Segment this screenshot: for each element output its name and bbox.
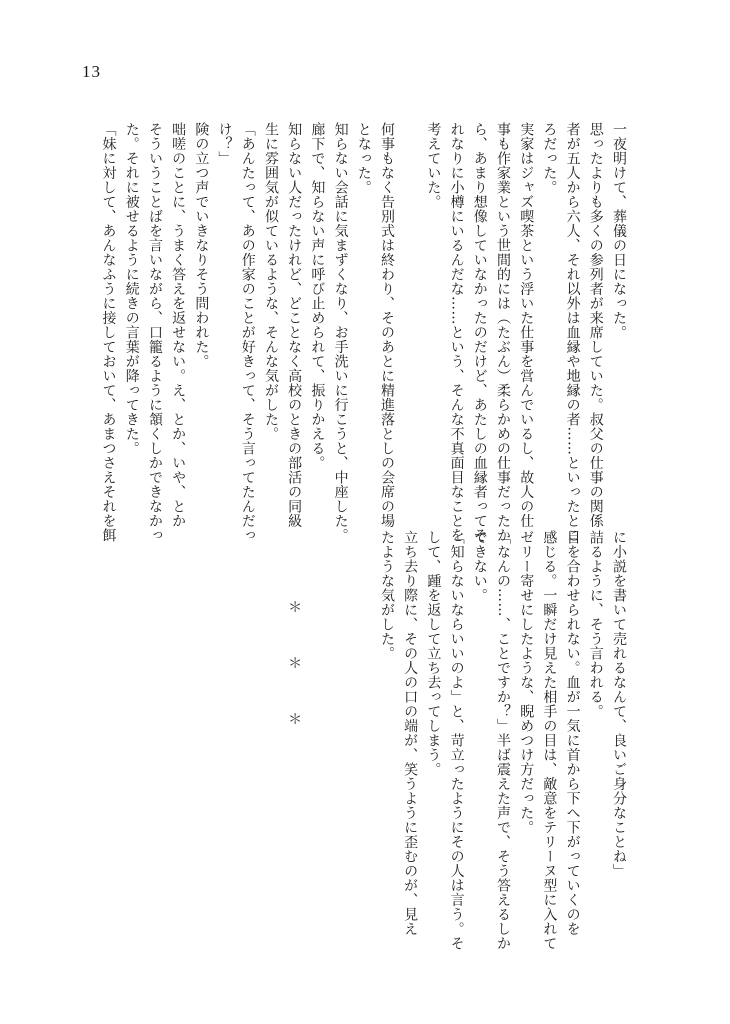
upper-text-block — [96, 122, 630, 543]
text-line: して、踵を返して立ち去ってしまう。 — [425, 530, 442, 777]
text-line: 「妹に対して、あんなふうに接しておいて、あまつさえそれを餌 — [100, 122, 117, 543]
text-line: 「知らないならいいのよ」と、苛立ったようにその人は言う。そ — [448, 530, 465, 951]
text-line: 立ち去り際に、その人の口の端が、笑うように歪むのが、見え — [402, 530, 419, 936]
blank-line — [398, 122, 421, 522]
page-number: 13 — [82, 62, 101, 81]
text-line: 目を合わせられない。血が一気に首から下へ下がっていくのを — [564, 530, 581, 936]
blank-line — [328, 530, 351, 930]
blank-line — [352, 530, 375, 930]
text-line: 「なんの……、ことですか？」半ば震えた声で、そう答えるしか — [494, 530, 511, 951]
text-line: 知らない人だったけれど、どことなく高校のときの部活の同級 — [286, 122, 303, 528]
text-line: 思ったよりも多くの参列者が来席していた。叔父の仕事の関係 — [587, 122, 604, 528]
text-line: ら、あまり想像していなかったのだけど、あたしの血縁者ってそ — [471, 122, 488, 543]
text-line: そういうことばを言いながら、口籠るように頷くしかできなかっ — [146, 122, 163, 543]
text-line: 実家はジャズ喫茶という浮いた仕事を営んでいるし、故人の仕 — [518, 122, 535, 528]
text-line: 詰るように、そう言われる。 — [587, 530, 604, 719]
text-line: 者が五人から六人、それ以外は血縁や地縁の者……といったとこ — [564, 122, 581, 543]
text-line: け？」 — [216, 122, 233, 166]
text-line: た。それに被せるように続きの言葉が降ってきた。 — [123, 122, 140, 456]
text-line: となった。 — [355, 122, 372, 195]
text-line: 何事もなく告別式は終わり、そのあとに精進落としの会席の場 — [378, 122, 395, 528]
blank-line — [305, 530, 328, 930]
text-line: 事も作家業という世間的には（たぶん）柔らかめの仕事だったか — [494, 122, 511, 543]
text-line: 咄嗟のことに、うまく答えを返せない。え、とか、いや、とか — [170, 122, 187, 528]
lower-text-block — [282, 530, 630, 951]
text-line: できない。 — [471, 530, 488, 603]
text-line: ゼリー寄せにしたような、睨めつけ方だった。 — [518, 530, 535, 835]
text-line: 一夜明けて、葬儀の日になった。 — [611, 122, 627, 340]
text-line: 考えていた。 — [425, 122, 442, 209]
section-break: ＊ ＊ ＊ — [286, 600, 303, 740]
text-line: 廊下で、知らない声に呼び止められて、振りかえる。 — [309, 122, 326, 470]
text-line: 感じる。一瞬だけ見えた相手の目は、敵意をテリーヌ型に入れて — [541, 530, 558, 951]
text-line: 「あんたって、あの作家のことが好きって、そう言ってたんだっ — [239, 122, 256, 543]
text-line: 険の立つ声でいきなりそう問われた。 — [193, 122, 210, 369]
text-line: ろだった。 — [541, 122, 558, 195]
text-line: 知らない会話に気まずくなり、お手洗いに行こうと、中座した。 — [332, 122, 349, 543]
text-line: に小説を書いて売れるなんて、良いご身分なことね」 — [611, 530, 627, 878]
text-line: たような気がした。 — [378, 530, 395, 661]
text-line: 生に雰囲気が似ているような、そんな気がした。 — [262, 122, 279, 441]
text-line: れなりに小樽にいるんだな……という、そんな不真面目なことを — [448, 122, 465, 543]
